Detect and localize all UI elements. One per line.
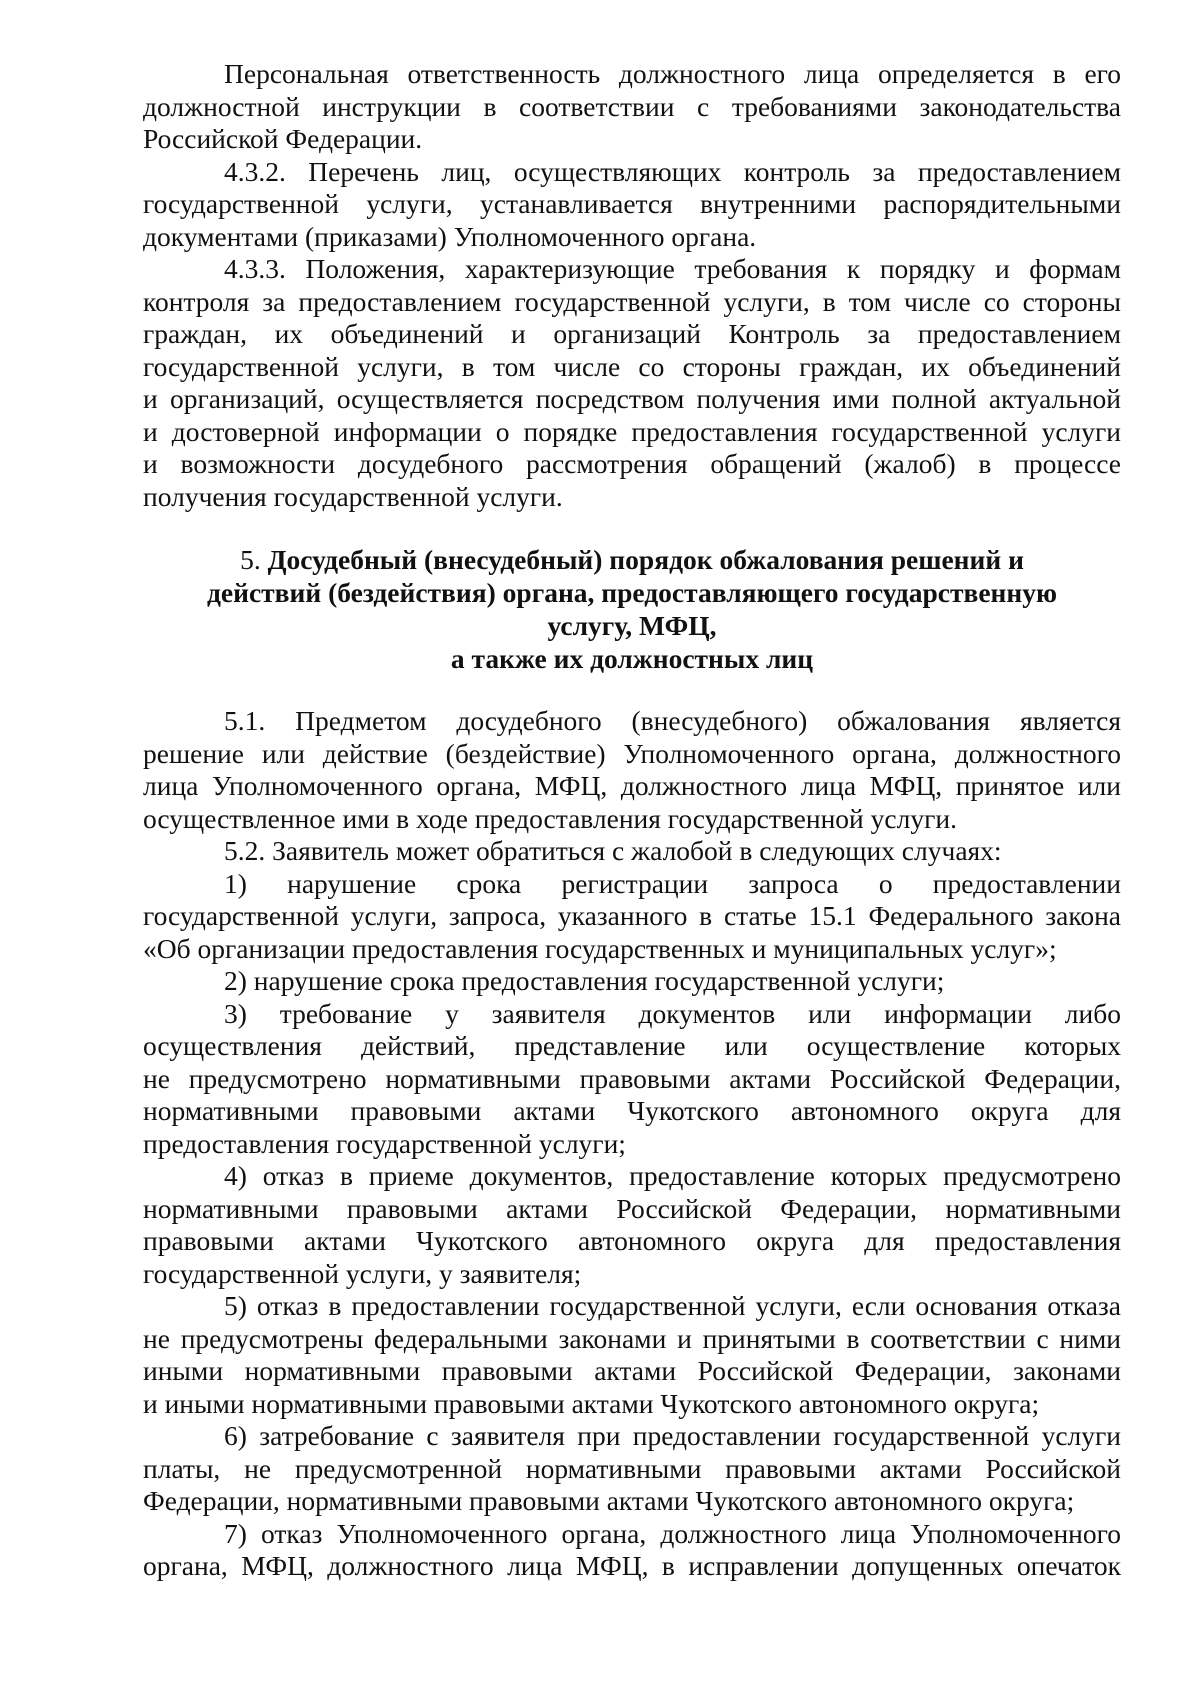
text-line: осуществления действий, представление или осуществление которых xyxy=(143,1030,1121,1061)
heading-line xyxy=(143,543,1121,576)
text-line: 4.3.2. Перечень лиц, осуществляющих контроль за предоставлением xyxy=(224,155,1121,187)
text-line: государственной услуги, у заявителя; xyxy=(143,1257,582,1289)
list-item-1 xyxy=(143,868,1121,966)
text-line: и организаций, осуществляется посредством получения ими полной актуальной xyxy=(143,383,1121,414)
list-item-5 xyxy=(143,1290,1121,1420)
paragraph-4-3-1-end xyxy=(143,58,1121,156)
heading-text: Досудебный (внесудебный) порядок обжалования решений и xyxy=(267,544,1024,575)
text-line: 5.2. Заявитель может обратиться с жалобой в следующих случаях: xyxy=(224,835,1002,866)
text-line: государственной услуги, устанавливается внутренними распорядительными xyxy=(143,188,1121,219)
text-line: 5.1. Предметом досудебного (внесудебного) обжалования является xyxy=(224,705,1121,736)
text-line: «Об организации предоставления государственных и муниципальных услуг»; xyxy=(143,932,1057,964)
text-line: 5) отказ в предоставлении государственной услуги, если основания отказа xyxy=(224,1290,1121,1321)
text-line: нормативными правовыми актами Чукотского автономного округа для xyxy=(143,1095,1121,1126)
text-line: государственной услуги, запроса, указанного в статье 15.1 Федерального закона xyxy=(143,900,1121,931)
text-line: предоставления государственной услуги; xyxy=(143,1127,626,1159)
paragraph-5-2 xyxy=(143,835,1121,868)
text-line: государственной услуги, в том числе со стороны граждан, их объединений xyxy=(143,350,1121,382)
text-line: 2) нарушение срока предоставления государственной услуги; xyxy=(224,965,945,996)
text-line: Персональная ответственность должностного лица определяется в его xyxy=(224,58,1121,89)
spacer xyxy=(143,675,1121,705)
text-line: Российской Федерации. xyxy=(143,123,423,154)
text-line: и иными нормативными правовыми актами Чукотского автономного округа; xyxy=(143,1387,1040,1419)
text-line: 3) требование у заявителя документов или информации либо xyxy=(224,997,1121,1029)
list-item-6 xyxy=(143,1420,1121,1518)
section-5-heading xyxy=(143,543,1121,675)
text-line: правовыми актами Чукотского автономного округа для предоставления xyxy=(143,1225,1121,1256)
list-item-3 xyxy=(143,998,1121,1161)
text-line: 6) затребование с заявителя при предоставлении государственной услуги xyxy=(224,1420,1121,1451)
section-number: 5. xyxy=(240,544,261,575)
text-line: и возможности досудебного рассмотрения обращений (жалоб) в процессе xyxy=(143,448,1121,479)
text-line: и достоверной информации о порядке предоставления государственной услуги xyxy=(143,415,1121,447)
text-line: иными нормативными правовыми актами Российской Федерации, законами xyxy=(143,1355,1121,1386)
text-line: 7) отказ Уполномоченного органа, должностного лица Уполномоченного xyxy=(224,1517,1121,1549)
text-line: решение или действие (бездействие) Уполномоченного органа, должностного xyxy=(143,737,1121,769)
paragraph-4-3-2 xyxy=(143,156,1121,254)
text-line: 4) отказ в приеме документов, предоставление которых предусмотрено xyxy=(224,1160,1121,1191)
paragraph-4-3-3 xyxy=(143,253,1121,513)
list-item-2 xyxy=(143,965,1121,998)
text-line: нормативными правовыми актами Российской Федерации, нормативными xyxy=(143,1192,1121,1224)
list-item-7 xyxy=(143,1518,1121,1583)
text-line: осуществленное ими в ходе предоставления государственной услуги. xyxy=(143,802,957,834)
heading-line: а также их должностных лиц xyxy=(450,643,814,674)
text-line: лица Уполномоченного органа, МФЦ, должностного лица МФЦ, принятое или xyxy=(143,770,1121,801)
heading-line: услугу, МФЦ, xyxy=(547,610,717,641)
text-line: органа, МФЦ, должностного лица МФЦ, в исправлении допущенных опечаток xyxy=(143,1550,1121,1581)
text-line: контроля за предоставлением государственной услуги, в том числе со стороны xyxy=(143,285,1121,317)
heading-line: действий (бездействия) органа, предоставляющего государственную xyxy=(206,577,1057,608)
paragraph-5-1 xyxy=(143,705,1121,835)
text-line: получения государственной услуги. xyxy=(143,480,563,512)
text-line: не предусмотрены федеральными законами и принятыми в соответствии с ними xyxy=(143,1322,1121,1354)
spacer xyxy=(143,513,1121,543)
text-line: 4.3.3. Положения, характеризующие требования к порядку и формам xyxy=(224,253,1121,284)
document-body xyxy=(143,58,1121,1583)
list-item-4 xyxy=(143,1160,1121,1290)
text-line: должностной инструкции в соответствии с требованиями законодательства xyxy=(143,90,1121,122)
text-line: граждан, их объединений и организаций Контроль за предоставлением xyxy=(143,318,1121,349)
text-line: Федерации, нормативными правовыми актами Чукотского автономного округа; xyxy=(143,1485,1075,1516)
text-line: не предусмотрено нормативными правовыми актами Российской Федерации, xyxy=(143,1062,1121,1094)
text-line: 1) нарушение срока регистрации запроса о предоставлении xyxy=(224,867,1121,899)
text-line: документами (приказами) Уполномоченного органа. xyxy=(143,220,757,252)
text-line: платы, не предусмотренной нормативными правовыми актами Российской xyxy=(143,1452,1121,1484)
